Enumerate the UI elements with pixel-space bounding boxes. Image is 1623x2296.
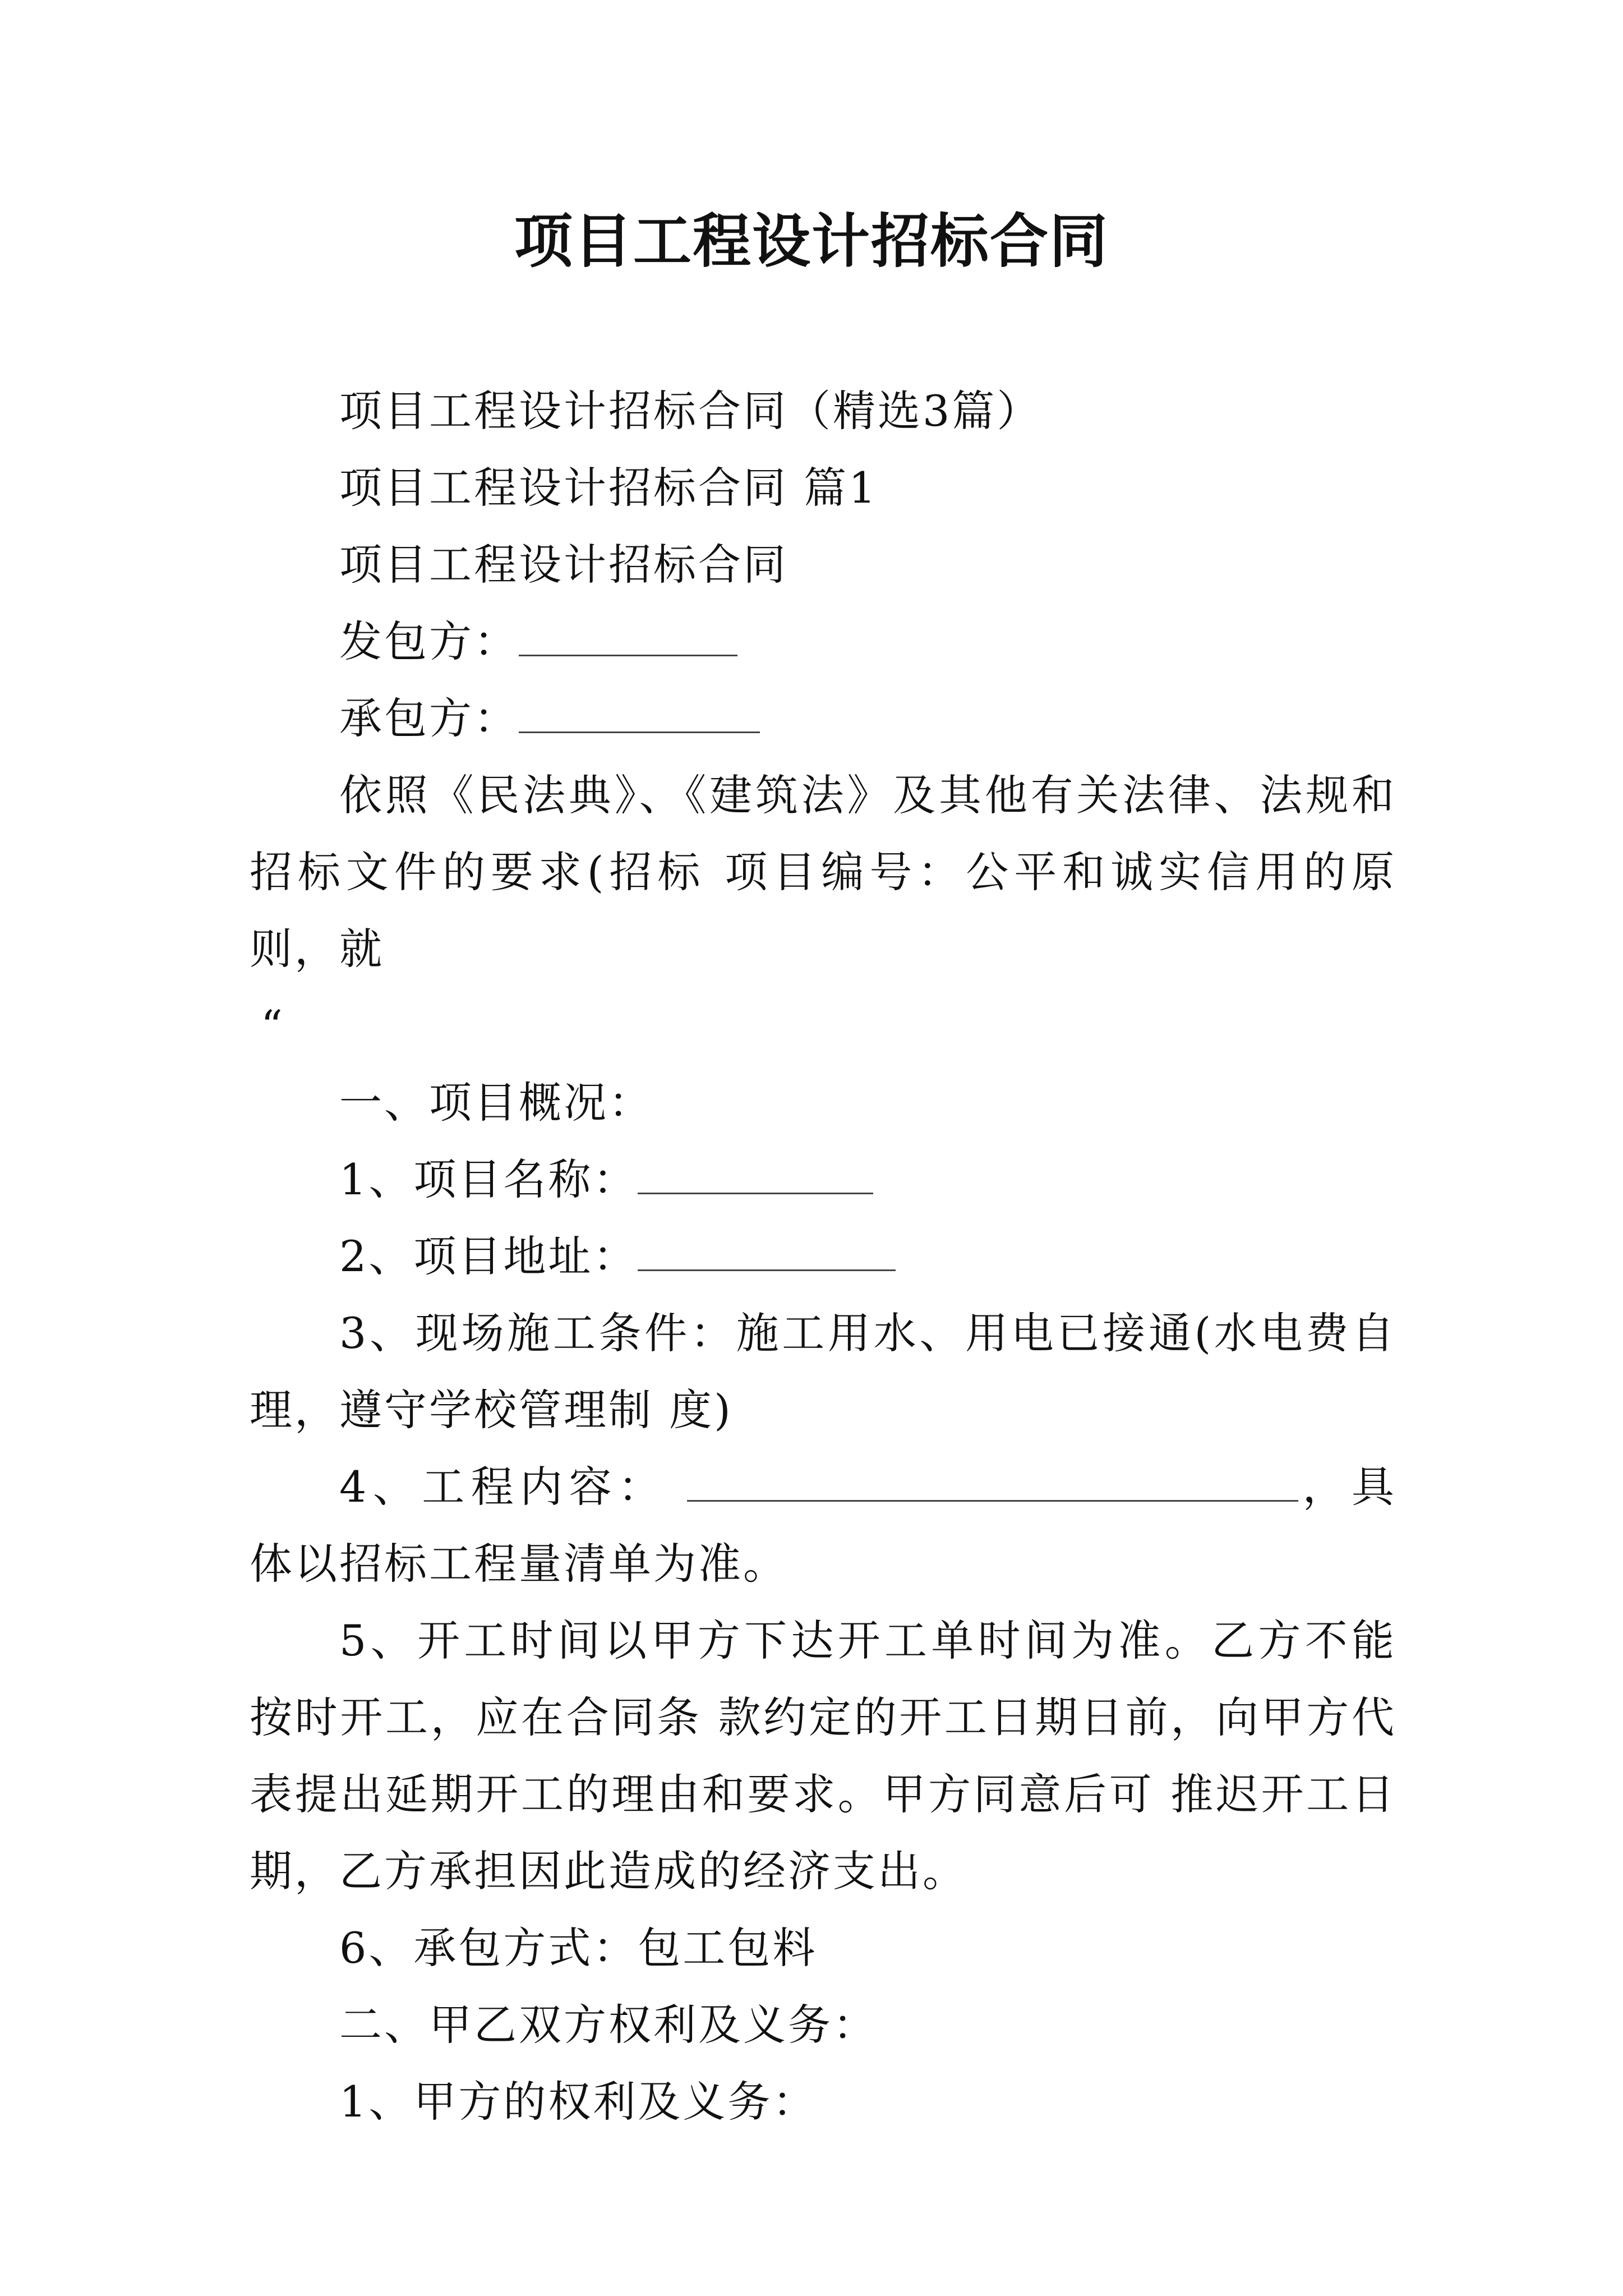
work-content-label: 4、工程内容：	[339, 1462, 667, 1512]
project-address-blank	[638, 1230, 896, 1271]
paragraph-employer	[250, 603, 1396, 680]
paragraph-project-name	[250, 1141, 1396, 1218]
paragraph-party-a-rights: 1、甲方的权利及义务：	[339, 2077, 818, 2127]
section-heading-rights: 二、甲乙双方权利及义务：	[339, 2000, 878, 2050]
paragraph-contractor	[250, 680, 1396, 757]
project-name-label: 1、项目名称：	[339, 1154, 638, 1204]
paragraph-subtitle: 项目工程设计招标合同（精选3篇）	[339, 386, 1042, 436]
paragraph-start-time: 5、开工时间以甲方下达开工单时间为准。乙方不能按时开工，应在合同条 款约定的开工日期日前，向甲方代表提出延期开工的理由和要求。甲方同意后可 推迟开工日期，乙方承担因此造成的经济支出。	[250, 1616, 1396, 1896]
work-content-blank	[687, 1461, 1298, 1502]
opening-quote: “	[261, 1001, 285, 1051]
paragraph-part-heading: 项目工程设计招标合同 篇1	[339, 463, 878, 513]
paragraph-work-content	[250, 1448, 1396, 1602]
employer-blank	[519, 615, 737, 656]
project-name-blank	[638, 1153, 873, 1194]
paragraph-site-conditions: 3、现场施工条件：施工用水、用电已接通(水电费自理，遵守学校管理制 度)	[250, 1308, 1396, 1435]
section-heading-overview: 一、项目概况：	[339, 1078, 653, 1128]
project-address-label: 2、项目地址：	[339, 1231, 638, 1281]
employer-label: 发包方：	[339, 616, 519, 666]
work-content-tail: ，具体以招标工程量清单为准。	[250, 1462, 1396, 1589]
paragraph-legal-basis: 依照《民法典》、《建筑法》及其他有关法律、法规和招标文件的要求(招标 项目编号：公平和诚实信用的原则，就	[250, 770, 1396, 974]
paragraph-contract-mode: 6、承包方式：包工包料	[339, 1923, 818, 1973]
document-body	[250, 372, 1396, 2140]
document-title: 项目工程设计招标合同	[514, 207, 1109, 275]
paragraph-contract-name: 项目工程设计招标合同	[339, 540, 788, 590]
contractor-label: 承包方：	[339, 693, 519, 743]
paragraph-project-address	[250, 1218, 1396, 1295]
contractor-blank	[519, 692, 760, 733]
